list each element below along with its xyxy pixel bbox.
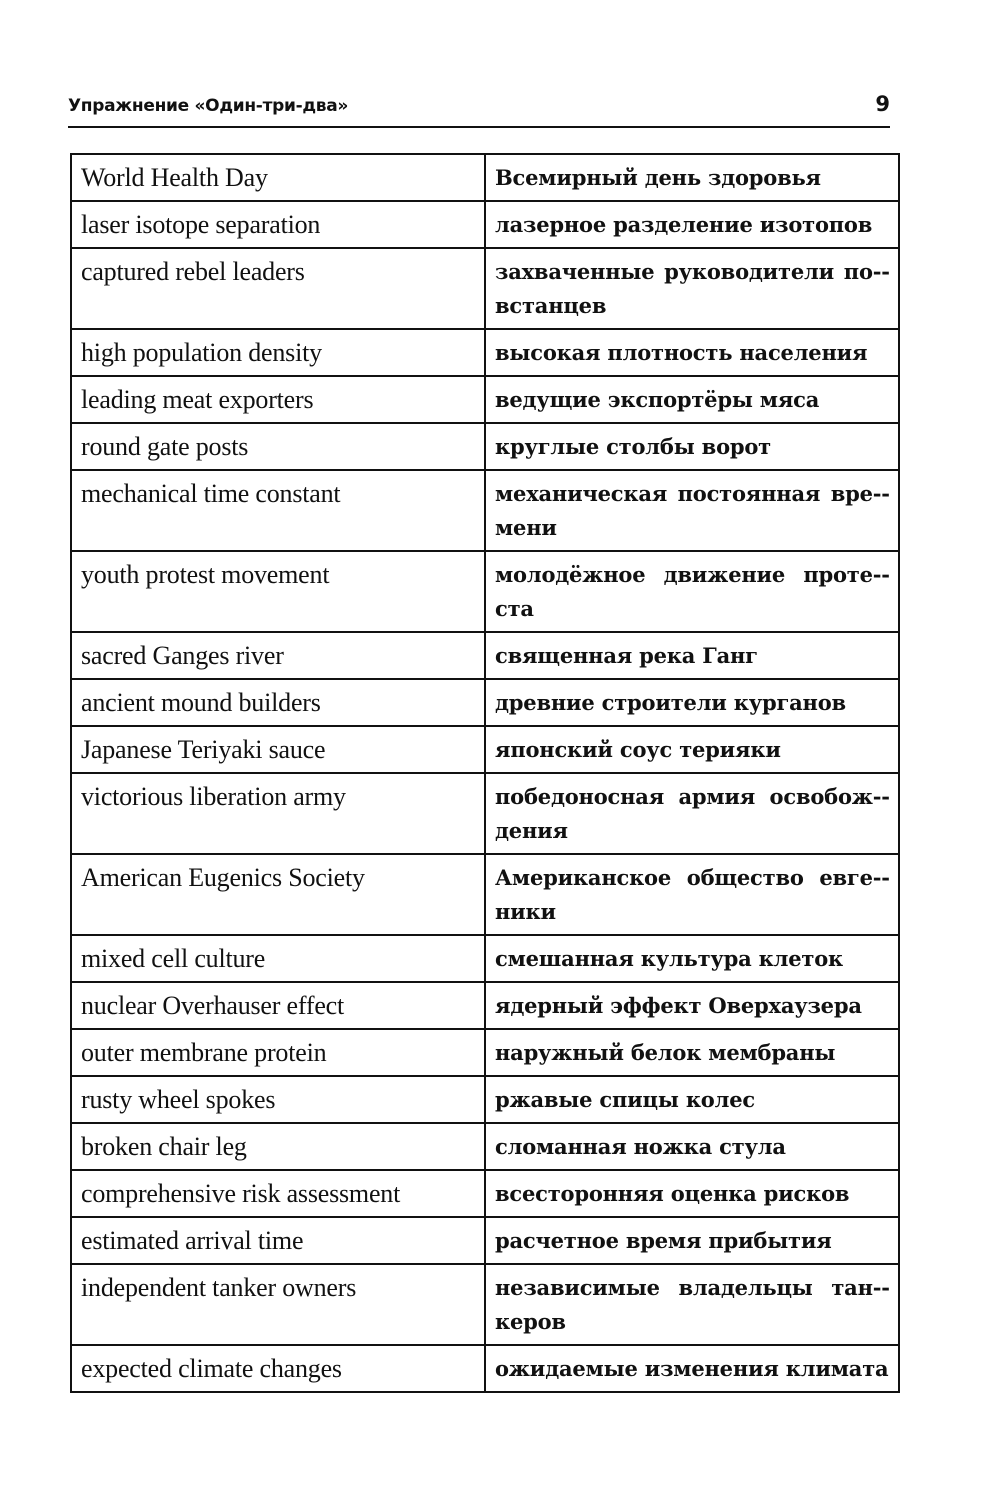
english-term: sacred Ganges river (71, 632, 485, 679)
russian-translation: захваченные руководители по-встанцев (485, 248, 899, 329)
russian-translation: победоносная армия освобож-дения (485, 773, 899, 854)
russian-translation: сломанная ножка стула (485, 1123, 899, 1170)
english-term: high population density (71, 329, 485, 376)
english-term: mixed cell culture (71, 935, 485, 982)
table-row (71, 1029, 899, 1076)
english-term: comprehensive risk assessment (71, 1170, 485, 1217)
table-body (71, 154, 899, 1392)
russian-translation: ржавые спицы колес (485, 1076, 899, 1123)
table-row (71, 154, 899, 201)
russian-translation: священная река Ганг (485, 632, 899, 679)
table-row (71, 1264, 899, 1345)
russian-translation: лазерное разделение изотопов (485, 201, 899, 248)
russian-translation: ядерный эффект Оверхаузера (485, 982, 899, 1029)
russian-translation: японский соус терияки (485, 726, 899, 773)
russian-translation: расчетное время прибытия (485, 1217, 899, 1264)
page-number: 9 (875, 92, 890, 116)
russian-translation: механическая постоянная вре-мени (485, 470, 899, 551)
english-term: laser isotope separation (71, 201, 485, 248)
table-row (71, 329, 899, 376)
russian-translation: молодёжное движение проте-ста (485, 551, 899, 632)
russian-translation: древние строители курганов (485, 679, 899, 726)
table-row (71, 1217, 899, 1264)
table-row (71, 1123, 899, 1170)
table-row (71, 423, 899, 470)
table-row (71, 982, 899, 1029)
english-term: outer membrane protein (71, 1029, 485, 1076)
english-term: estimated arrival time (71, 1217, 485, 1264)
russian-translation: смешанная культура клеток (485, 935, 899, 982)
russian-translation: высокая плотность населения (485, 329, 899, 376)
table-row (71, 1076, 899, 1123)
table-row (71, 632, 899, 679)
english-term: mechanical time constant (71, 470, 485, 551)
english-term: rusty wheel spokes (71, 1076, 485, 1123)
english-term: American Eugenics Society (71, 854, 485, 935)
english-term: ancient mound builders (71, 679, 485, 726)
english-term: World Health Day (71, 154, 485, 201)
english-term: round gate posts (71, 423, 485, 470)
table-row (71, 470, 899, 551)
table-row (71, 248, 899, 329)
english-term: victorious liberation army (71, 773, 485, 854)
table-row (71, 201, 899, 248)
english-term: Japanese Teriyaki sauce (71, 726, 485, 773)
table-row (71, 726, 899, 773)
table-row (71, 1170, 899, 1217)
table-row (71, 551, 899, 632)
table-row (71, 773, 899, 854)
table-row (71, 376, 899, 423)
english-term: nuclear Overhauser effect (71, 982, 485, 1029)
russian-translation: всесторонняя оценка рисков (485, 1170, 899, 1217)
russian-translation: Американское общество евге-ники (485, 854, 899, 935)
table-row (71, 935, 899, 982)
running-title: Упражнение «Один-три-два» (68, 96, 349, 116)
english-term: broken chair leg (71, 1123, 485, 1170)
russian-translation: круглые столбы ворот (485, 423, 899, 470)
table-row (71, 854, 899, 935)
russian-translation: ведущие экспортёры мяса (485, 376, 899, 423)
english-term: expected climate changes (71, 1345, 485, 1392)
term-translation-table (70, 153, 900, 1393)
russian-translation: независимые владельцы тан-керов (485, 1264, 899, 1345)
russian-translation: наружный белок мембраны (485, 1029, 899, 1076)
english-term: independent tanker owners (71, 1264, 485, 1345)
english-term: captured rebel leaders (71, 248, 485, 329)
russian-translation: Всемирный день здоровья (485, 154, 899, 201)
english-term: youth protest movement (71, 551, 485, 632)
english-term: leading meat exporters (71, 376, 485, 423)
table-row (71, 1345, 899, 1392)
running-header (68, 92, 890, 128)
table-row (71, 679, 899, 726)
russian-translation: ожидаемые изменения климата (485, 1345, 899, 1392)
